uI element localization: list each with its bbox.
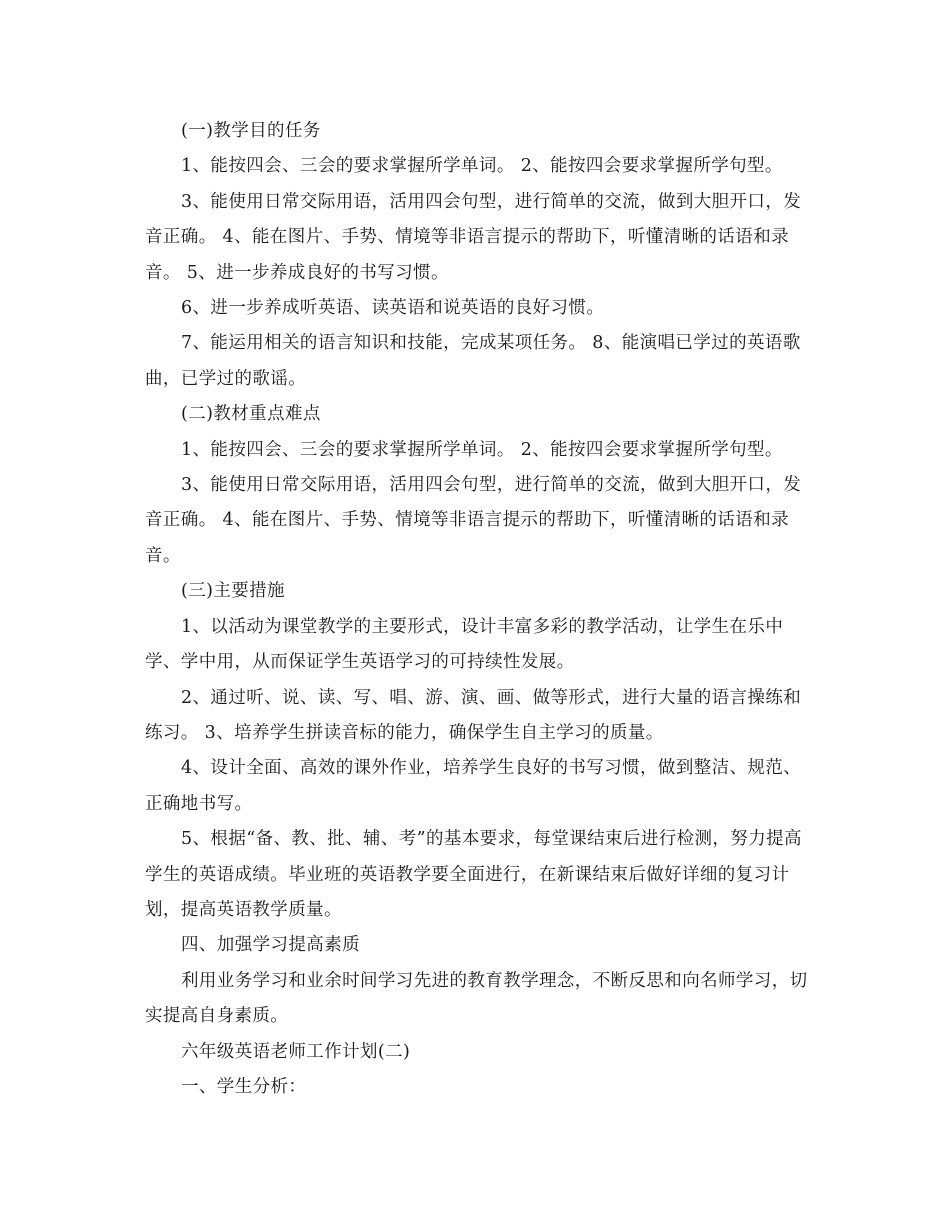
section-heading-self-improvement: 四、加强学习提高素质 [181, 935, 360, 956]
paragraph: 6、进一步养成听英语、读英语和说英语的良好习惯。 [181, 298, 605, 319]
paragraph: 4、设计全面、高效的课外作业，培养学生良好的书写习惯，做到整洁、规范、正确地书写。 [145, 758, 802, 814]
document-body [145, 114, 815, 1105]
paragraph: 3、能使用日常交际用语，活用四会句型，进行简单的交流，做到大胆开口，发音正确。 4、能在图片、手势、情境等非语言提示的帮助下，听懂清晰的话语和录音。 [145, 475, 802, 566]
section-heading-measures: (三)主要措施 [181, 581, 285, 602]
paragraph: 2、通过听、说、读、写、唱、游、演、画、做等形式，进行大量的语言操练和练习。 3、培养学生拼读音标的能力，确保学生自主学习的质量。 [145, 687, 802, 743]
paragraph: 3、能使用日常交际用语，活用四会句型，进行简单的交流，做到大胆开口，发音正确。 4、能在图片、手势、情境等非语言提示的帮助下，听懂清晰的话语和录音。 5、进一步养成良好的书写习惯。 [145, 191, 802, 283]
paragraph: 1、能按四会、三会的要求掌握所学单词。 2、能按四会要求掌握所学句型。 [181, 156, 783, 177]
paragraph: 7、能运用相关的语言知识和技能，完成某项任务。 8、能演唱已学过的英语歌曲，已学过的歌谣。 [145, 333, 801, 389]
paragraph: 1、以活动为课堂教学的主要形式，设计丰富多彩的教学活动，让学生在乐中学、学中用，从而保证学生英语学习的可持续性发展。 [145, 616, 784, 673]
paragraph: 1、能按四会、三会的要求掌握所学单词。 2、能按四会要求掌握所学句型。 [181, 439, 783, 460]
section-heading-student-analysis: 一、学生分析： [181, 1076, 307, 1097]
paragraph: 5、根据“备、教、批、辅、考”的基本要求，每堂课结束后进行检测，努力提高学生的英语成绩。毕业班的英语教学要全面进行，在新课结束后做好详细的复习计划，提高英语教学质量。 [145, 829, 802, 920]
section-heading-teaching-goals: (一)教学目的任务 [181, 121, 321, 141]
paragraph: 利用业务学习和业余时间学习先进的教育教学理念，不断反思和向名师学习，切实提高自身素质。 [145, 970, 808, 1027]
document-title-part-two: 六年级英语老师工作计划(二) [181, 1041, 411, 1062]
section-heading-key-points: (二)教材重点难点 [181, 404, 321, 425]
